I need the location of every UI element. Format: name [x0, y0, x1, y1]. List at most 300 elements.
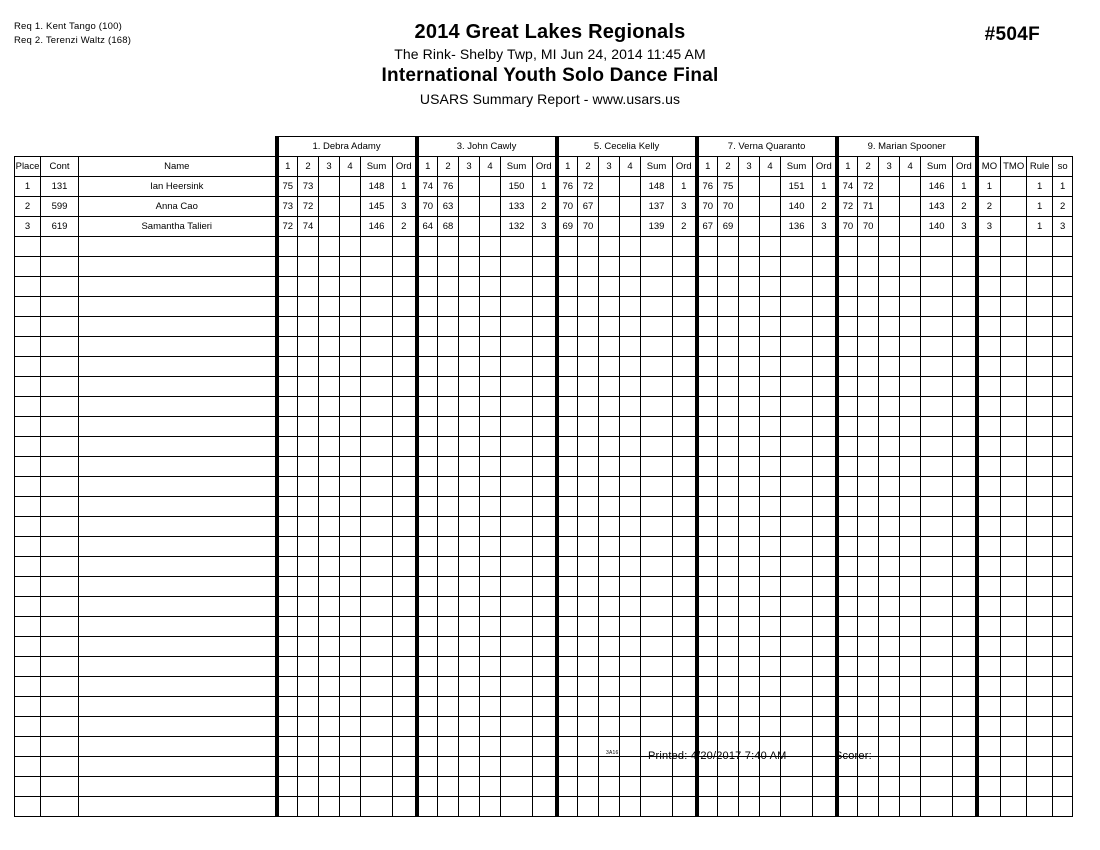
cell-ord: [673, 257, 697, 277]
cell-score: [578, 417, 599, 437]
cell-sum: [641, 597, 673, 617]
cell-sum: [501, 697, 533, 717]
band-spacer-so: [1053, 137, 1073, 157]
cell-score: [760, 237, 781, 257]
cell-score: [599, 437, 620, 457]
cell-so: 3: [1053, 217, 1073, 237]
cell-score: [340, 777, 361, 797]
cell-score: [599, 777, 620, 797]
cell-score: [900, 357, 921, 377]
cell-score: [417, 597, 438, 617]
cell-score: [340, 537, 361, 557]
cell-score: [718, 397, 739, 417]
cell-score: 69: [557, 217, 578, 237]
cell-sum: [921, 357, 953, 377]
cell-so: 2: [1053, 197, 1073, 217]
cell-tmo: [1001, 337, 1027, 357]
cell-ord: [953, 377, 977, 397]
cell-score: [620, 337, 641, 357]
cell-rule: [1027, 497, 1053, 517]
cell-ord: [393, 557, 417, 577]
cell-score: [879, 517, 900, 537]
cell-sum: [641, 797, 673, 817]
cell-ord: [673, 377, 697, 397]
table-row[interactable]: [15, 657, 1073, 677]
cell-score: [417, 457, 438, 477]
cell-score: [879, 497, 900, 517]
cell-score: [557, 757, 578, 777]
cell-score: [298, 257, 319, 277]
cell-score: [417, 477, 438, 497]
cell-place: [15, 577, 41, 597]
cell-score: [620, 517, 641, 537]
table-row[interactable]: [15, 417, 1073, 437]
col-rule: Rule: [1027, 157, 1053, 177]
cell-place: [15, 657, 41, 677]
col-j2-d2: 2: [438, 157, 459, 177]
cell-ord: [813, 517, 837, 537]
cell-sum: [921, 797, 953, 817]
cell-score: [417, 257, 438, 277]
cell-place: [15, 717, 41, 737]
cell-ord: [393, 637, 417, 657]
col-j4-d2: 2: [718, 157, 739, 177]
cell-score: [739, 557, 760, 577]
cell-score: [438, 617, 459, 637]
cell-score: [480, 637, 501, 657]
cell-score: [879, 357, 900, 377]
cell-mo: [977, 617, 1001, 637]
cell-score: [557, 337, 578, 357]
cell-score: [438, 377, 459, 397]
cell-score: [599, 517, 620, 537]
cell-sum: [781, 797, 813, 817]
cell-score: [760, 377, 781, 397]
cell-sum: [361, 637, 393, 657]
cell-name: [79, 657, 277, 677]
cell-score: [718, 497, 739, 517]
cell-mo: [977, 237, 1001, 257]
cell-sum: [641, 577, 673, 597]
cell-score: [697, 297, 718, 317]
cell-score: [718, 337, 739, 357]
cell-place: [15, 337, 41, 357]
cell-score: [340, 277, 361, 297]
cell-mo: [977, 637, 1001, 657]
cell-score: [459, 797, 480, 817]
table-row[interactable]: [15, 337, 1073, 357]
cell-score: [620, 437, 641, 457]
table-row[interactable]: [15, 737, 1073, 757]
cell-rule: [1027, 317, 1053, 337]
event-title: International Youth Solo Dance Final: [381, 65, 719, 86]
cell-score: [578, 617, 599, 637]
cell-score: [459, 477, 480, 497]
table-row[interactable]: [15, 377, 1073, 397]
cell-name: Anna Cao: [79, 197, 277, 217]
cell-score: [319, 257, 340, 277]
cell-score: [340, 697, 361, 717]
band-spacer-rule: [1027, 137, 1053, 157]
cell-sum: [921, 397, 953, 417]
cell-score: [858, 537, 879, 557]
cell-ord: [393, 757, 417, 777]
cell-score: [557, 737, 578, 757]
cell-score: [718, 317, 739, 337]
cell-score: [438, 657, 459, 677]
cell-sum: [781, 717, 813, 737]
cell-score: [277, 517, 298, 537]
table-row[interactable]: [15, 797, 1073, 817]
cell-score: [557, 797, 578, 817]
cell-ord: [673, 617, 697, 637]
table-row[interactable]: [15, 777, 1073, 797]
table-row[interactable]: [15, 257, 1073, 277]
table-row[interactable]: [15, 557, 1073, 577]
cell-ord: [393, 657, 417, 677]
table-row[interactable]: [15, 617, 1073, 637]
cell-score: [319, 297, 340, 317]
cell-sum: [781, 237, 813, 257]
cell-ord: [393, 317, 417, 337]
cell-score: [739, 577, 760, 597]
cell-score: [599, 317, 620, 337]
cell-score: [417, 777, 438, 797]
cell-tmo: [1001, 657, 1027, 677]
cell-score: [879, 457, 900, 477]
col-j5-sum: Sum: [921, 157, 953, 177]
cell-sum: [501, 297, 533, 317]
cell-score: [697, 497, 718, 517]
cell-score: [599, 397, 620, 417]
cell-so: [1053, 477, 1073, 497]
table-row[interactable]: [15, 177, 1073, 197]
cell-score: [298, 377, 319, 397]
cell-score: [620, 757, 641, 777]
cell-score: [480, 257, 501, 277]
cell-score: [739, 497, 760, 517]
cell-ord: [813, 237, 837, 257]
cell-score: [557, 377, 578, 397]
table-row[interactable]: [15, 677, 1073, 697]
table-row[interactable]: [15, 457, 1073, 477]
table-row[interactable]: [15, 217, 1073, 237]
table-row[interactable]: [15, 717, 1073, 737]
table-row[interactable]: [15, 237, 1073, 257]
footer-printed: Printed: 4/20/2017 7:40 AM: [648, 750, 787, 762]
table-row[interactable]: [15, 537, 1073, 557]
cell-mo: [977, 697, 1001, 717]
cell-score: [620, 317, 641, 337]
cell-sum: [921, 597, 953, 617]
cell-cont: [41, 637, 79, 657]
cell-rule: [1027, 677, 1053, 697]
cell-score: [879, 657, 900, 677]
cell-sum: [781, 617, 813, 637]
cell-score: [739, 777, 760, 797]
cell-score: [697, 697, 718, 717]
cell-mo: [977, 457, 1001, 477]
cell-score: [340, 657, 361, 677]
cell-score: [340, 377, 361, 397]
page-title: 2014 Great Lakes Regionals: [414, 21, 686, 43]
cell-score: [837, 317, 858, 337]
cell-score: [438, 557, 459, 577]
cell-sum: [781, 457, 813, 477]
cell-score: [599, 497, 620, 517]
cell-score: [340, 737, 361, 757]
cell-sum: [921, 637, 953, 657]
cell-ord: [813, 557, 837, 577]
table-row[interactable]: [15, 197, 1073, 217]
cell-tmo: [1001, 597, 1027, 617]
cell-cont: [41, 797, 79, 817]
table-row[interactable]: [15, 277, 1073, 297]
cell-rule: [1027, 617, 1053, 637]
cell-score: [620, 457, 641, 477]
cell-ord: [673, 337, 697, 357]
cell-score: [760, 537, 781, 557]
cell-ord: [673, 597, 697, 617]
cell-score: [760, 437, 781, 457]
cell-mo: [977, 717, 1001, 737]
cell-cont: [41, 277, 79, 297]
cell-score: [697, 397, 718, 417]
cell-so: [1053, 237, 1073, 257]
cell-score: [340, 617, 361, 637]
cell-sum: [921, 717, 953, 737]
cell-score: [858, 357, 879, 377]
col-name: Name: [79, 157, 277, 177]
cell-ord: [533, 777, 557, 797]
col-j5-ord: Ord: [953, 157, 977, 177]
cell-score: [459, 717, 480, 737]
cell-score: [298, 517, 319, 537]
table-row[interactable]: [15, 517, 1073, 537]
table-row[interactable]: [15, 477, 1073, 497]
cell-score: [837, 777, 858, 797]
cell-rule: [1027, 337, 1053, 357]
cell-score: [858, 277, 879, 297]
cell-sum: [501, 357, 533, 377]
cell-score: [578, 757, 599, 777]
cell-score: [417, 717, 438, 737]
cell-score: [718, 637, 739, 657]
cell-rule: [1027, 537, 1053, 557]
cell-score: 72: [837, 197, 858, 217]
cell-name: [79, 337, 277, 357]
cell-score: [340, 297, 361, 317]
cell-score: [599, 257, 620, 277]
cell-sum: [641, 697, 673, 717]
cell-score: [599, 237, 620, 257]
cell-score: [459, 197, 480, 217]
cell-score: [438, 677, 459, 697]
cell-ord: [533, 517, 557, 537]
cell-sum: [641, 657, 673, 677]
cell-score: [599, 697, 620, 717]
cell-score: [438, 457, 459, 477]
cell-score: 75: [718, 177, 739, 197]
requirement-line-1: Req 1. Kent Tango (100): [14, 21, 122, 32]
cell-ord: [953, 477, 977, 497]
cell-ord: 3: [673, 197, 697, 217]
cell-ord: [533, 617, 557, 637]
cell-ord: [813, 477, 837, 497]
table-row[interactable]: [15, 597, 1073, 617]
cell-place: 1: [15, 177, 41, 197]
cell-score: [459, 457, 480, 477]
cell-score: [739, 397, 760, 417]
cell-name: [79, 777, 277, 797]
cell-sum: [921, 737, 953, 757]
cell-sum: [921, 697, 953, 717]
table-row[interactable]: [15, 357, 1073, 377]
cell-score: [340, 317, 361, 337]
cell-score: [298, 497, 319, 517]
cell-score: [277, 637, 298, 657]
cell-score: [837, 257, 858, 277]
cell-score: [760, 677, 781, 697]
cell-score: [718, 797, 739, 817]
cell-score: [277, 737, 298, 757]
cell-score: [879, 697, 900, 717]
cell-ord: [813, 337, 837, 357]
cell-mo: [977, 497, 1001, 517]
cell-score: [718, 657, 739, 677]
cell-ord: [673, 477, 697, 497]
cell-place: [15, 277, 41, 297]
cell-score: [718, 377, 739, 397]
cell-ord: [813, 537, 837, 557]
cell-score: [760, 297, 781, 317]
cell-ord: [953, 517, 977, 537]
cell-score: [298, 237, 319, 257]
cell-sum: [361, 397, 393, 417]
judge-header-4: 7. Verna Quaranto: [697, 137, 837, 157]
table-row[interactable]: [15, 297, 1073, 317]
cell-sum: [641, 457, 673, 477]
cell-score: [879, 477, 900, 497]
cell-score: [459, 597, 480, 617]
cell-cont: [41, 597, 79, 617]
cell-score: [277, 757, 298, 777]
table-row[interactable]: [15, 697, 1073, 717]
cell-score: [277, 317, 298, 337]
cell-mo: [977, 677, 1001, 697]
cell-cont: [41, 417, 79, 437]
cell-ord: [813, 377, 837, 397]
band-spacer-name: [79, 137, 277, 157]
cell-sum: [921, 537, 953, 557]
cell-ord: [533, 717, 557, 737]
cell-score: [277, 677, 298, 697]
cell-score: [417, 517, 438, 537]
band-spacer-cont: [41, 137, 79, 157]
cell-rule: [1027, 397, 1053, 417]
cell-score: [837, 697, 858, 717]
cell-so: [1053, 697, 1073, 717]
table-row[interactable]: [15, 757, 1073, 777]
cell-sum: [361, 297, 393, 317]
cell-mo: [977, 557, 1001, 577]
cell-score: [578, 677, 599, 697]
cell-score: [599, 197, 620, 217]
cell-score: [760, 577, 781, 597]
cell-score: [319, 177, 340, 197]
cell-ord: [533, 597, 557, 617]
cell-sum: 148: [361, 177, 393, 197]
cell-score: [879, 277, 900, 297]
cell-ord: [813, 597, 837, 617]
cell-score: [298, 717, 319, 737]
cell-place: [15, 697, 41, 717]
table-row[interactable]: [15, 637, 1073, 657]
cell-sum: [501, 797, 533, 817]
cell-score: [620, 677, 641, 697]
cell-score: [298, 697, 319, 717]
cell-name: [79, 637, 277, 657]
cell-score: [277, 237, 298, 257]
cell-score: [340, 257, 361, 277]
cell-sum: [361, 797, 393, 817]
cell-score: [858, 717, 879, 737]
cell-sum: [361, 417, 393, 437]
cell-score: [858, 517, 879, 537]
cell-sum: [501, 237, 533, 257]
cell-score: [438, 437, 459, 457]
cell-score: [739, 277, 760, 297]
table-row[interactable]: [15, 437, 1073, 457]
cell-ord: [813, 677, 837, 697]
cell-cont: [41, 237, 79, 257]
cell-score: [298, 337, 319, 357]
table-row[interactable]: [15, 397, 1073, 417]
cell-score: [739, 237, 760, 257]
cell-score: [599, 597, 620, 617]
cell-ord: [393, 777, 417, 797]
cell-sum: [641, 717, 673, 737]
cell-score: [417, 577, 438, 597]
cell-score: [298, 757, 319, 777]
cell-score: [277, 277, 298, 297]
cell-score: [557, 697, 578, 717]
cell-sum: 150: [501, 177, 533, 197]
cell-score: [417, 397, 438, 417]
cell-score: [557, 397, 578, 417]
cell-sum: [361, 577, 393, 597]
cell-score: [697, 537, 718, 557]
cell-ord: [393, 277, 417, 297]
cell-score: [599, 677, 620, 697]
cell-score: [319, 417, 340, 437]
cell-name: [79, 497, 277, 517]
column-header-row: [15, 157, 1073, 177]
cell-score: [557, 437, 578, 457]
cell-score: [900, 497, 921, 517]
cell-rule: [1027, 297, 1053, 317]
cell-score: [340, 237, 361, 257]
cell-score: [620, 357, 641, 377]
table-row[interactable]: [15, 577, 1073, 597]
table-row[interactable]: [15, 497, 1073, 517]
table-row[interactable]: [15, 317, 1073, 337]
cell-score: [858, 797, 879, 817]
cell-score: [718, 517, 739, 537]
cell-score: [900, 637, 921, 657]
cell-score: [858, 257, 879, 277]
cell-score: [620, 557, 641, 577]
